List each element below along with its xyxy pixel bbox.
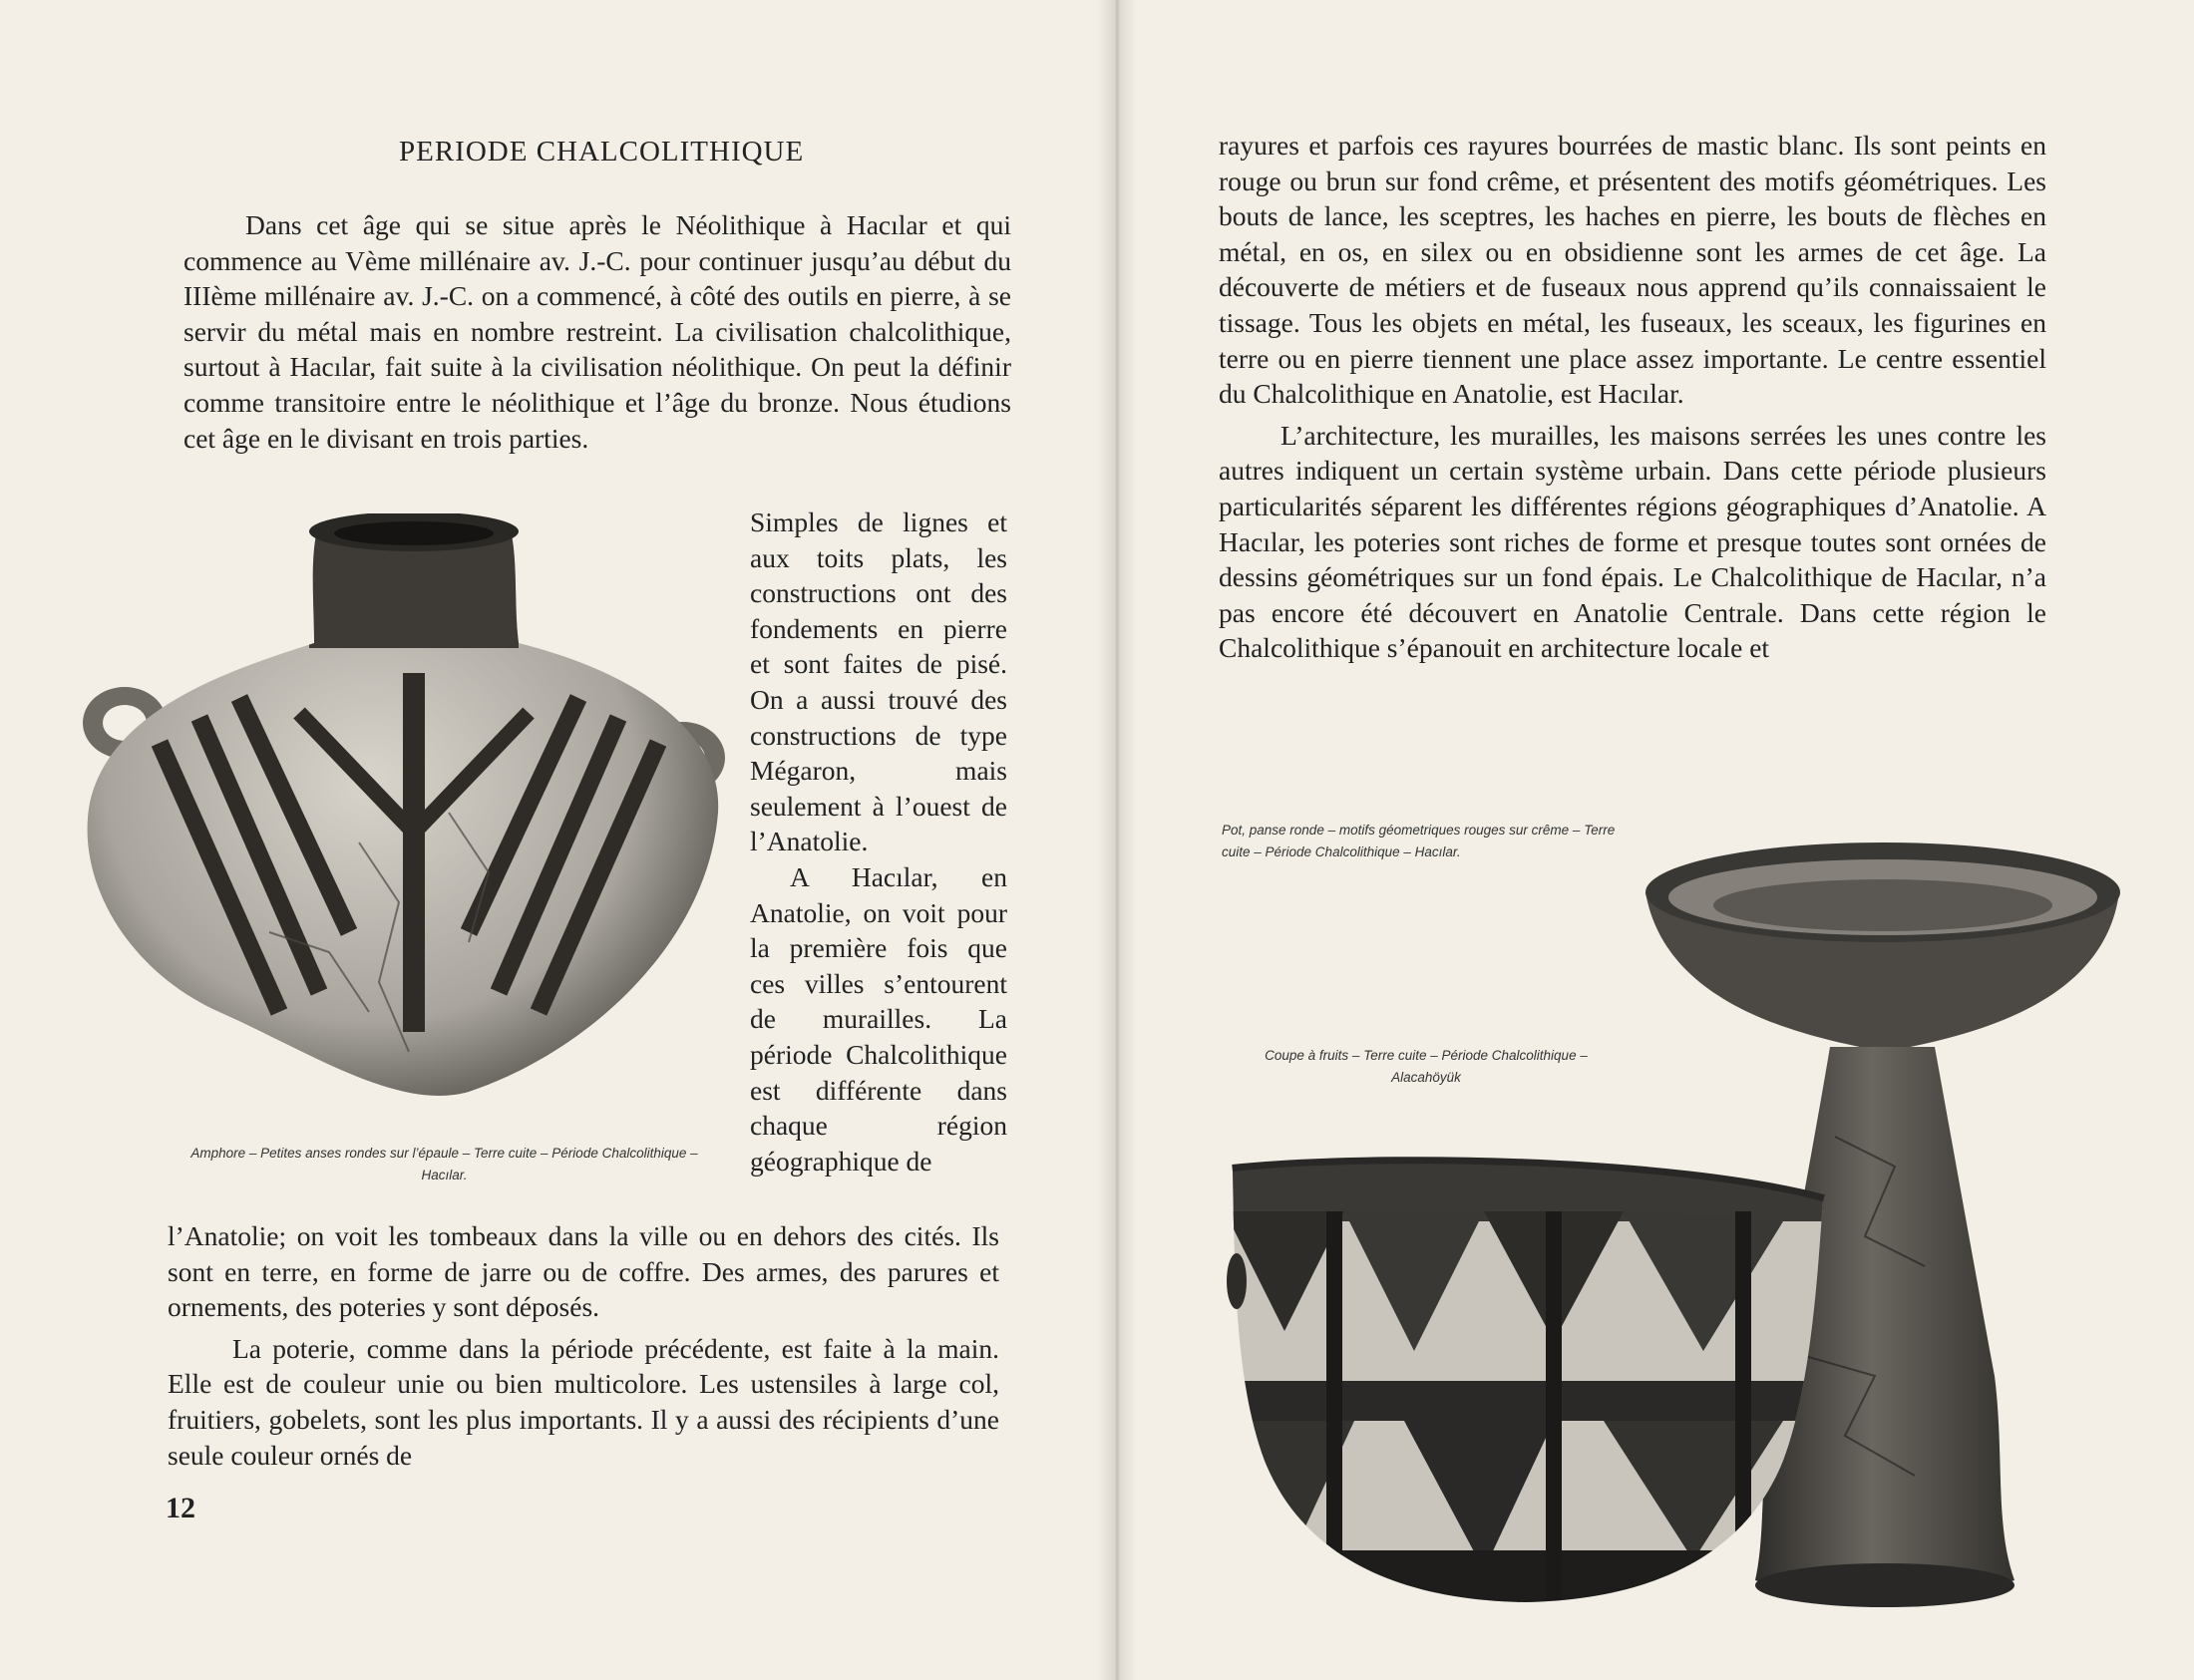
right-paragraph-2: L’architecture, les murailles, les maisons serrées les unes contre les autres indiquent un certain système urbain. Dans cette période plusieurs particularités séparent les différentes régions géographiques d’Anatolie. A Hacılar, les poteries sont riches de forme et presque toutes sont ornées de dessins géométriques sur un fond épais. Le Chalcolithique de Hacılar, n’a pas encore été découvert en Anatolie Centrale. Dans cette région le Chalcolithique s’épanouit en architecture locale et	[1219, 419, 2046, 664]
left-bottom-text	[168, 1218, 999, 1473]
column-text	[750, 504, 1007, 1178]
fruit-bowl-caption: Coupe à fruits – Terre cuite – Période Chalcolithique – Alacahöyük	[1265, 1048, 1588, 1085]
pottery-paragraph: La poterie, comme dans la période précédente, est faite à la main. Elle est de couleur unie ou bien multicolore. Les ustensiles à large col, fruitiers, gobelets, sont les plus importants. Il y a aussi des récipients d’une seule couleur ornés de	[168, 1332, 999, 1471]
right-body-text	[1219, 128, 2046, 666]
round-pot-photo	[1225, 1152, 1843, 1610]
intro-paragraph	[183, 207, 1011, 456]
book-gutter	[1097, 0, 1137, 1680]
continuation-paragraph: l’Anatolie; on voit les tombeaux dans la ville ou en dehors des cités. Ils sont en terre, en forme de jarre ou de coffre. Des armes, des parures et ornements, des poteries y sont déposés.	[168, 1220, 999, 1323]
column-paragraph-2: A Hacılar, en Anatolie, on voit pour la première fois que ces villes s’entourent de murailles. La période Chalcolithique est différente dans chaque région géographique de	[750, 860, 1007, 1176]
page-number: 12	[166, 1492, 195, 1524]
pot-caption: Pot, panse ronde – motifs géometriques rouges sur crême – Terre cuite – Période Chalcolithique – Hacılar.	[1222, 823, 1616, 859]
intro-text: Dans cet âge qui se situe après le Néolithique à Hacılar et qui commence au Vème millénaire av. J.-C. pour continuer jusqu’au début du IIIème millénaire av. J.-C. on a commencé, à côté des outils en pierre, à se servir du métal mais en nombre restreint. La civilisation chalcolithique, surtout à Hacılar, fait suite à la civilisation néolithique. On peut la définir comme transitoire entre le néolithique et l’âge du bronze. Nous étudions cet âge en le divisant en trois parties.	[183, 209, 1011, 454]
amphora-caption: Amphore – Petites anses rondes sur l’épaule – Terre cuite – Période Chalcolithique – Hacılar.	[190, 1146, 698, 1182]
amphora-photo	[70, 513, 748, 1127]
column-paragraph-1: Simples de lignes et aux toits plats, les constructions ont des fondements en pierre et sont faites de pisé. On a aussi trouvé des constructions de type Mégaron, mais seulement à l’ouest de l’Anatolie.	[750, 506, 1007, 857]
right-paragraph-1: rayures et parfois ces rayures bourrées de mastic blanc. Ils sont peints en rouge ou brun sur fond crême, et présentent des motifs géométriques. Les bouts de lance, les sceptres, les haches en pierre, les bouts de flèches en métal, en os, en silex ou en obsidienne sont les armes de cet âge. La découverte de métiers et de fuseaux nous apprend qu’ils connaissaient le tissage. Tous les objets en métal, les fuseaux, les sceaux, les figurines en terre ou en pierre tiennent une place assez importante. Le centre essentiel du Chalcolithique en Anatolie, est Hacılar.	[1219, 130, 2046, 410]
page-title: PERIODE CHALCOLITHIQUE	[399, 136, 805, 168]
